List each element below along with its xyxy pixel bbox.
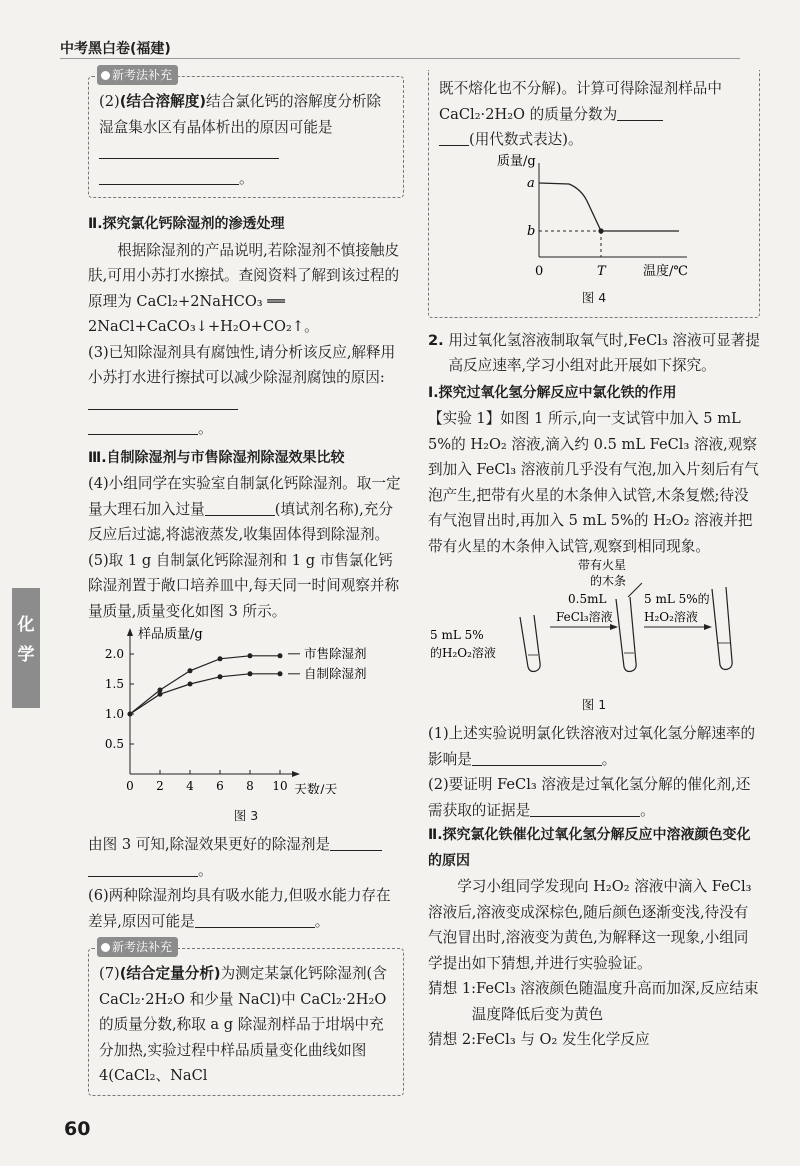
x-tick-label: 10 — [272, 779, 288, 793]
x-axis-label: 天数/天 — [294, 783, 338, 794]
series-line-2 — [130, 674, 280, 714]
section-2-paragraph: 根据除湿剂的产品说明,若除湿剂不慎接触皮肤,可用小苏打水擦拭。查阅资料了解到该过程的原理为 CaCl₂+2NaHCO₃ ══ 2NaCl+CaCO₃↓+H₂O+CO₂↑。 — [88, 241, 400, 335]
answer-blank[interactable] — [205, 501, 275, 516]
x-axis-label: 温度/℃ — [643, 263, 688, 277]
new-method-box-2 — [88, 940, 404, 1096]
right-section-2-paragraph: 学习小组同学发现向 H₂O₂ 溶液中滴入 FeCl₃ 溶液后,溶液变成深棕色,随后颜色逐渐变浅,待没有气泡冒出时,溶液变为黄色,为解释这一现象,小组同学提出如下猜想,并进行实验验证。 — [428, 878, 752, 972]
answer-blank[interactable] — [330, 836, 382, 851]
y-tick-label: 0.5 — [104, 737, 124, 751]
data-point — [188, 668, 193, 673]
left-label-1: 5 mL 5% — [430, 628, 484, 642]
subject-side-tab: 化学 — [12, 588, 40, 708]
q4-text-b: (填试剂名称),充分反应后过滤,将滤液蒸发,收集固体得到除湿剂。 — [88, 500, 393, 543]
answer-blank[interactable] — [472, 751, 602, 766]
new-method-box-2-continued — [428, 70, 760, 318]
data-point — [128, 712, 133, 717]
y-tick-label: 1.5 — [104, 677, 124, 691]
figure-3-caption: 图 3 — [233, 807, 259, 823]
q5-text: (5)取 1 g 自制氯化钙除湿剂和 1 g 市售氯化钙除湿剂置于敞口培养皿中,每天同一时间观察并称量质量,质量变化如图 3 所示。 — [88, 551, 400, 620]
test-tube-1 — [520, 615, 540, 672]
figure-4-caption: 图 4 — [581, 290, 607, 305]
data-point — [218, 674, 223, 679]
q2-tag: (结合溶解度) — [119, 93, 206, 110]
experiment-1-text: 【实验 1】如图 1 所示,向一支试管中加入 5 mL 5%的 H₂O₂ 溶液,滴入约 0.5 mL FeCl₃ 溶液,观察到加入 FeCl₃ 溶液前几乎没有气泡,加入片刻后有气泡产生,把带有火星的木条伸入试管,木条复燃;待没有气泡冒出时,再加入 5 mL 5%的 H₂O₂ 溶液并把带有火星的木条伸入试管,观察到相同现象。 — [428, 410, 759, 555]
x-tick-label: 6 — [216, 779, 224, 793]
test-tube-2 — [616, 597, 636, 672]
arrow-1-head — [610, 624, 618, 630]
answer-blank[interactable] — [99, 170, 239, 185]
x-tick-label: 0 — [126, 779, 134, 793]
x-tick-label: 8 — [246, 779, 254, 793]
left-label-2: 的H₂O₂溶液 — [430, 646, 496, 660]
x-tick-label: 4 — [186, 779, 194, 793]
legend-label: 自制除湿剂 — [304, 665, 367, 681]
q4-text-a: (4)小组同学在实验室自制氯化钙除湿剂。取一定量大理石加入过量 — [88, 475, 401, 518]
legend-label: 市售除湿剂 — [304, 645, 367, 661]
answer-blank[interactable] — [530, 802, 640, 817]
after-fig3-text: 由图 3 可知,除湿效果更好的除湿剂是 — [88, 836, 331, 853]
q7-tag: (结合定量分析) — [119, 965, 221, 982]
answer-blank[interactable] — [88, 395, 238, 410]
header-rule — [60, 58, 740, 59]
y-tick-label: 2.0 — [104, 647, 124, 661]
answer-blank[interactable] — [195, 913, 315, 928]
splint-label-1: 带有火星 — [578, 559, 627, 572]
mid-label-2: FeCl₃溶液 — [556, 610, 613, 624]
data-point — [278, 671, 283, 676]
box-cont-text-2: (用代数式表达)。 — [469, 131, 583, 148]
data-point — [248, 671, 253, 676]
data-point — [278, 653, 283, 658]
y-axis-label: 样品质量/g — [138, 627, 203, 642]
guess-2: 猜想 2:FeCl₃ 与 O₂ 发生化学反应 — [428, 1031, 650, 1048]
mass-curve — [539, 183, 679, 231]
figure-1-caption: 图 1 — [581, 696, 607, 712]
y-tick-label: 1.0 — [104, 707, 124, 721]
figure-3-chart — [88, 624, 404, 794]
answer-blank[interactable] — [439, 131, 469, 146]
data-point — [218, 656, 223, 661]
arrow-2-head — [704, 624, 712, 630]
origin-label: 0 — [535, 263, 544, 277]
mid-label-1: 0.5mL — [568, 592, 607, 606]
a-label: a — [527, 175, 535, 191]
answer-blank[interactable] — [99, 144, 279, 159]
answer-blank[interactable] — [617, 106, 663, 121]
splint-label-2: 的木条 — [590, 574, 627, 588]
page-header: 中考黑白卷(福建) — [60, 41, 171, 57]
test-tube-3 — [712, 587, 732, 670]
answer-blank[interactable] — [88, 420, 198, 435]
q2-label: (2) — [99, 93, 120, 110]
data-point — [248, 653, 253, 658]
series-line-1 — [130, 656, 280, 714]
q7-label: (7) — [99, 965, 120, 982]
y-axis-arrow — [127, 628, 133, 636]
right-column: 既不熔化也不分解)。计算可得除湿剂样品中 CaCl₂·2H₂O 的质量分数为 (用代数式表达)。 质量/g 温度/℃ a b 0 T 图 4 2. 用过氧化氢溶液制取氧气时,FeCl₃ 溶液可显著提高反应速率,学习小组对此开展如下探究。 Ⅰ.探究过氧化氢分解反应中氯化铁的作用 【实验 1】如图 1 所示,向一支试管中加入 5 mL 5%的 H₂O₂ 溶液,滴入约 0.5 mL FeCl₃ 溶液,观察到加入 FeCl₃ 溶液前几乎没有气泡,加入片刻后有气泡产生,把带有火星的木条伸入试管,木条复燃;待没有气泡冒出时,再加入 5 mL 5%的 H₂O₂ 溶液并把带有火星的木条伸入试管,观察到相同现象。 5 mL 5% 的H₂O₂溶液 带有火星 的木条 0.5mL FeCl₃溶液 5 mL 5%的 H₂O₂溶液 图 1 (1)上述实验说明氯化铁溶液对过氧化氢分解速率的影响是 。 (2)要证明 FeCl₃ 溶液是过氧化氢分解的催化剂,还需获取的证据是 。 Ⅱ.探究氯化铁催化过氧化氢分解反应中溶液颜色变化的原因 学习小组同学发现向 H₂O₂ 溶液中滴入 FeCl₃ 溶液后,溶液变成深棕色,随后颜色逐渐变浅,待没有气泡冒出时,溶液变为黄色,为解释这一现象,小组同学提出如下猜想,并进行实验验证。 猜想 1:FeCl₃ 溶液颜色随温度升高而加深,反应结束温度降低后变为黄色 猜想 2:FeCl₃ 与 O₂ 发生化学反应 — [428, 70, 760, 1053]
right-label-1: 5 mL 5%的 — [644, 592, 710, 606]
r1-text: (1)上述实验说明氯化铁溶液对过氧化氢分解速率的影响是 — [428, 725, 756, 768]
q6-text: (6)两种除湿剂均具有吸水能力,但吸水能力存在差异,原因可能是 — [88, 887, 391, 930]
y-axis-label: 质量/g — [497, 153, 536, 169]
q2-text: 结合氯化钙的溶解度分析除湿盒集水区有晶体析出的原因可能是 — [99, 93, 382, 136]
q3-text: (3)已知除湿剂具有腐蚀性,请分析该反应,解释用小苏打水进行擦拭可以减少除湿剂腐蚀的原因: — [88, 343, 396, 386]
new-method-tag: 新考法补充 — [97, 937, 178, 957]
data-point — [188, 682, 193, 687]
page-number: 60 — [64, 1118, 91, 1140]
t-label: T — [597, 263, 606, 277]
splint-stick — [628, 583, 642, 597]
q2-intro: 用过氧化氢溶液制取氧气时,FeCl₃ 溶液可显著提高反应速率,学习小组对此开展如下探究。 — [448, 331, 760, 374]
figure-1-diagram — [428, 559, 760, 683]
b-label: b — [527, 223, 536, 239]
new-method-box-1: 新考法补充 (2)(结合溶解度)结合氯化钙的溶解度分析除湿盒集水区有晶体析出的原因可能是 。 — [88, 76, 404, 198]
right-section-2-title: Ⅱ.探究氯化铁催化过氧化氢分解反应中溶液颜色变化的原因 — [428, 827, 751, 869]
box-cont-text: 既不熔化也不分解)。计算可得除湿剂样品中 CaCl₂·2H₂O 的质量分数为 — [439, 80, 722, 123]
new-method-tag: 新考法补充 — [97, 65, 178, 85]
q7-text: 为测定某氯化钙除湿剂(含 CaCl₂·2H₂O 和少量 NaCl)中 CaCl₂·2H₂O 的质量分数,称取 a g 除湿剂样品于坩埚中充分加热,实验过程中样品质量变化曲线如图 4(CaCl₂、NaCl — [99, 965, 387, 1084]
r2-text: (2)要证明 FeCl₃ 溶液是过氧化氢分解的催化剂,还需获取的证据是 — [428, 776, 751, 819]
right-section-1-title: Ⅰ.探究过氧化氢分解反应中氯化铁的作用 — [428, 384, 677, 401]
section-2-title: Ⅱ.探究氯化钙除湿剂的渗透处理 — [88, 216, 285, 232]
right-label-2: H₂O₂溶液 — [644, 610, 698, 624]
q2-number: 2. — [428, 331, 444, 349]
left-column: 新考法补充 (2)(结合溶解度)结合氯化钙的溶解度分析除湿盒集水区有晶体析出的原因可能是 。 Ⅱ.探究氯化钙除湿剂的渗透处理 根据除湿剂的产品说明,若除湿剂不慎接触皮肤,可用小苏打水擦拭。查阅资料了解到该过程的原理为 CaCl₂+2NaHCO₃ ══ 2NaCl+CaCO₃↓+H₂O+CO₂↑。 (3)已知除湿剂具有腐蚀性,请分析该反应,解释用小苏打水进行擦拭可以减少除湿剂腐蚀的原因: 。 Ⅲ.自制除湿剂与市售除湿剂除湿效果比较 (4)小组同学在实验室自制氯化钙除湿剂。取一定量大理石加入过量 (填试剂名称),充分反应后过滤,将滤液蒸发,收集固体得到除湿剂。 (5)取 1 g 自制氯化钙除湿剂和 1 g 市售氯化钙除湿剂置于敞口培养皿中,每天同一时间观察并称量质量,质量变化如图 3 所示。 样品质量/g 天数/天 0.5 1.0 1.5 2.0 0 2 4 6 8 10 市售除湿剂 自制除湿剂 图 3 由图 3 可知,除湿效果更好的除湿剂是 。 (6)两种除湿剂均具有吸水能力,但吸水能力存在差异,原因可能是 。 新考法补充 (7)(结合定量分析)为测定某氯化钙除湿剂(含 CaCl₂·2H₂O 和少量 NaCl)中 CaCl₂·2H₂O 的质量分数,称取 a g 除湿剂样品于坩埚中充分加热,实验过程中样品质量变化曲线如图 4(CaCl₂、NaCl — [88, 76, 404, 1096]
guess-1: 猜想 1:FeCl₃ 溶液颜色随温度升高而加深,反应结束温度降低后变为黄色 — [428, 980, 759, 1023]
transition-point — [598, 228, 603, 233]
x-tick-label: 2 — [156, 779, 164, 793]
lightbulb-icon — [101, 943, 110, 952]
x-axis-arrow — [292, 771, 300, 777]
answer-blank[interactable] — [88, 862, 198, 877]
section-3-title: Ⅲ.自制除湿剂与市售除湿剂除湿效果比较 — [88, 449, 345, 466]
data-point — [158, 692, 163, 697]
lightbulb-icon — [101, 71, 110, 80]
figure-4-chart — [439, 153, 739, 277]
